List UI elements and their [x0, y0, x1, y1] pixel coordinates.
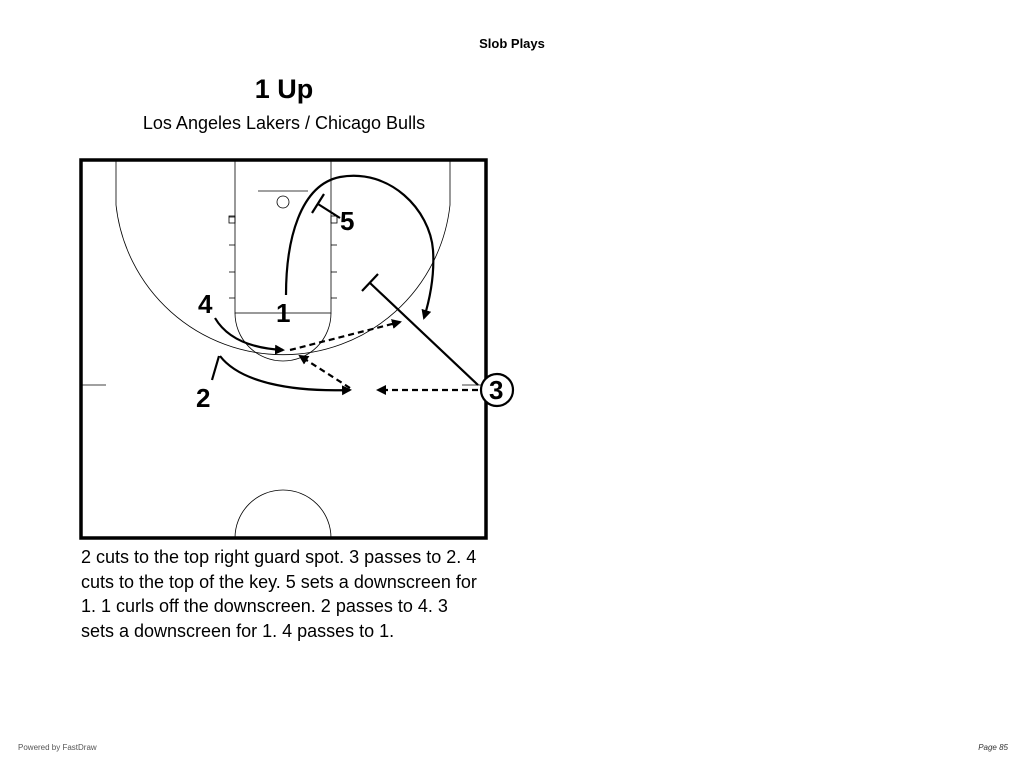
screen-player-3 — [370, 283, 478, 385]
rim — [277, 196, 289, 208]
free-throw-lane — [235, 161, 331, 313]
player-3-label: 3 — [489, 375, 504, 405]
cut-tail-player-2 — [212, 356, 219, 380]
player-5-label: 5 — [340, 206, 355, 236]
play-subtitle: Los Angeles Lakers / Chicago Bulls — [142, 113, 426, 133]
passes — [290, 322, 478, 390]
screen-bar-player-5 — [312, 194, 324, 213]
cut-player-1 — [286, 176, 433, 318]
play-description: 2 cuts to the top right guard spot. 3 passes to 2. 4 cuts to the top of the key. 5 sets a downscreen for 1. 1 curls off the downscreen. 2 passes to 4. 3 sets a downscreen for 1. 4 passes to 1. — [81, 547, 477, 641]
player-2-label: 2 — [196, 383, 211, 413]
court-boundary — [81, 160, 486, 538]
center-circle — [235, 490, 331, 538]
screen-player-5 — [318, 204, 340, 218]
cut-player-4 — [215, 318, 283, 350]
player-4-label: 4 — [198, 289, 213, 319]
play-title: 1 Up — [254, 74, 314, 104]
pass-4-to-1 — [290, 322, 400, 350]
page-number: Page 85 — [978, 743, 1008, 752]
powered-by-text: Powered by FastDraw — [18, 743, 97, 752]
pass-2-to-4 — [300, 356, 350, 388]
player-1-label: 1 — [276, 298, 291, 328]
page-header-title: Slob Plays — [479, 36, 545, 51]
